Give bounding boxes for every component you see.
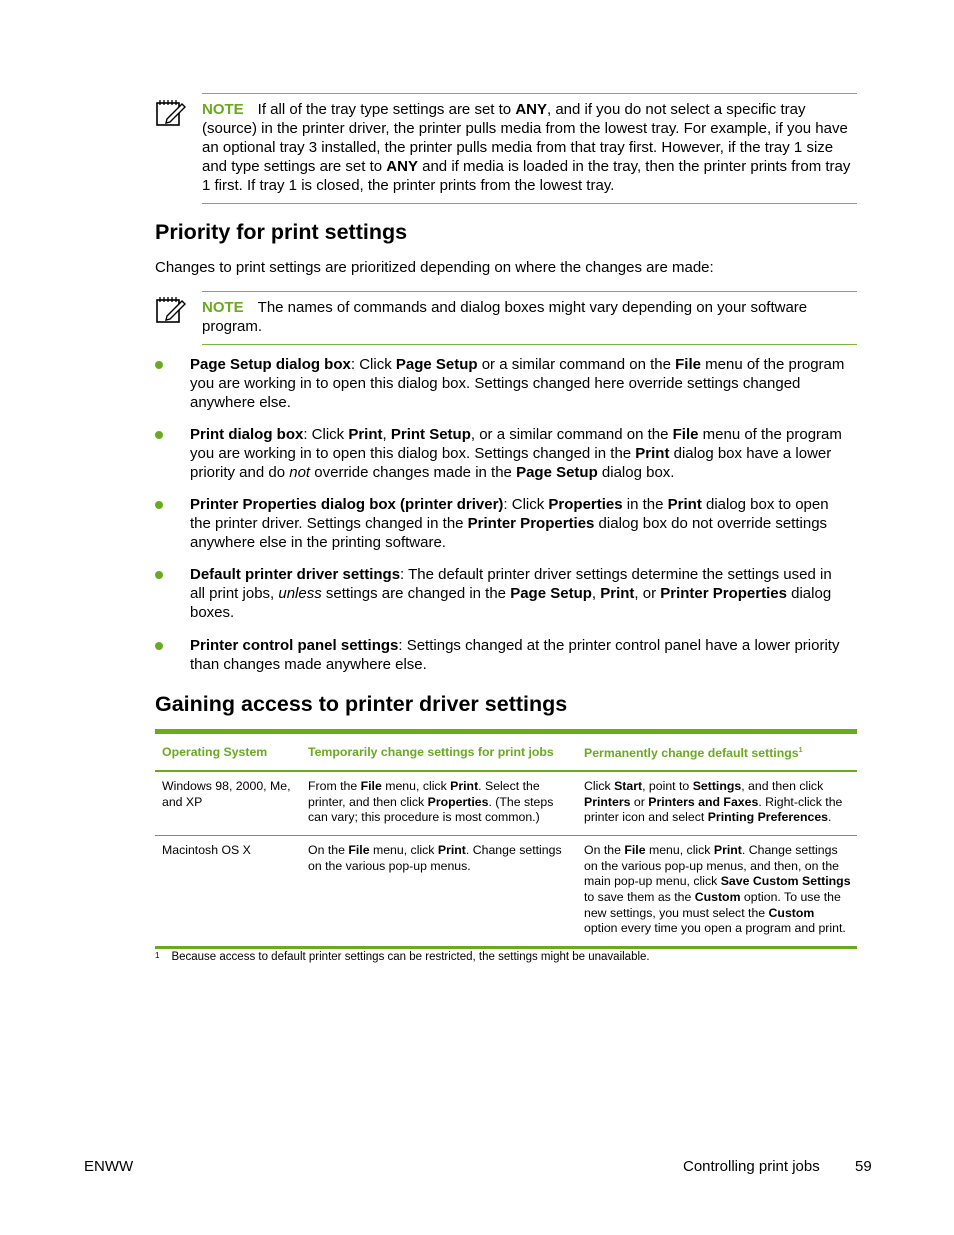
- footer-left: ENWW: [84, 1158, 134, 1175]
- footnote-mark: 1: [155, 951, 160, 960]
- table-footnote: [155, 951, 650, 963]
- note-text: The names of commands and dialog boxes might vary depending on your software program.: [202, 299, 808, 335]
- table-cell: Windows 98, 2000, Me, and XP: [162, 778, 291, 809]
- column-header: Temporarily change settings for print jobs: [308, 744, 554, 759]
- note-label: NOTE: [202, 101, 244, 118]
- table-cell: On the File menu, click Print. Change settings on the various pop-up menus, and then, on the main pop-up menu, click Save Custom Settings to save them as the Custom option. To use the new settings, you must select the Custom option every time you open a program and print.: [584, 842, 851, 936]
- bullet-dot: [155, 501, 163, 509]
- table-row: [155, 835, 857, 947]
- page-number: 59: [855, 1158, 872, 1175]
- table-cell: Click Start, point to Settings, and then click Printers or Printers and Faxes. Right-click the printer icon and select Printing Preferences.: [584, 778, 843, 825]
- note-icon: [155, 294, 187, 324]
- bullet-item: Print dialog box: Click Print, Print Setup, or a similar command on the File menu of the program you are working in to open this dialog box. Settings changed in the Print dialog box have a lower priority and do not override changes made in the Page Setup dialog box.: [190, 426, 842, 481]
- bullet-dot: [155, 361, 163, 369]
- note-label: NOTE: [202, 299, 244, 316]
- section-heading-access: Gaining access to printer driver settings: [155, 692, 568, 716]
- footnote-ref: 1: [798, 747, 803, 754]
- section-heading-priority: Priority for print settings: [155, 220, 408, 244]
- note-icon: [155, 97, 187, 127]
- bullet-dot: [155, 431, 163, 439]
- bullet-dot: [155, 642, 163, 650]
- section-intro: Changes to print settings are prioritized depending on where the changes are made:: [155, 259, 714, 276]
- footnote-text: Because access to default printer settings can be restricted, the settings might be unavailable.: [171, 951, 650, 963]
- table-row: [155, 771, 857, 836]
- column-header: Permanently change default settings$^1$: [584, 746, 803, 761]
- table-cell: Macintosh OS X: [162, 842, 251, 857]
- bullet-item: Printer Properties dialog box (printer driver): Click Properties in the Print dialog box to open the printer driver. Settings changed in the Printer Properties dialog box do not override settings anywhere else in the printing software.: [190, 496, 829, 551]
- table-cell: On the File menu, click Print. Change settings on the various pop-up menus.: [308, 842, 562, 873]
- table-cell: From the File menu, click Print. Select the printer, and then click Properties. (The steps can vary; this procedure is most common.): [308, 778, 554, 825]
- bullet-item: Page Setup dialog box: Click Page Setup or a similar command on the File menu of the program you are working in to open this dialog box. Settings changed here override settings changed anywhere else.: [190, 356, 845, 411]
- settings-table: [155, 729, 857, 949]
- note-text: If all of the tray type settings are set to ANY, and if you do not select a specific tray (source) in the printer driver, the printer pulls media from the lowest tray. For example, if you have an optional tray 3 installed, the printer pulls media from that tray first. However, if the tray 1 size and type settings are set to ANY and if media is loaded in the tray, then the printer prints from tray 1 first. If tray 1 is closed, the printer prints from the lowest tray.: [202, 101, 851, 194]
- note-box: [202, 291, 857, 345]
- bullet-item: Default printer driver settings: The default printer driver settings determine the settings used in all print jobs, unless settings are changed in the Page Setup, Print, or Printer Properties dialog boxes.: [190, 566, 832, 621]
- column-header: Operating System: [162, 744, 268, 759]
- table-header-row: [155, 732, 857, 771]
- note-box: [202, 93, 857, 204]
- bullet-item: Printer control panel settings: Settings changed at the printer control panel have a lower priority than changes made anywhere else.: [190, 637, 840, 673]
- bullet-dot: [155, 571, 163, 579]
- footer-section: Controlling print jobs: [683, 1158, 820, 1175]
